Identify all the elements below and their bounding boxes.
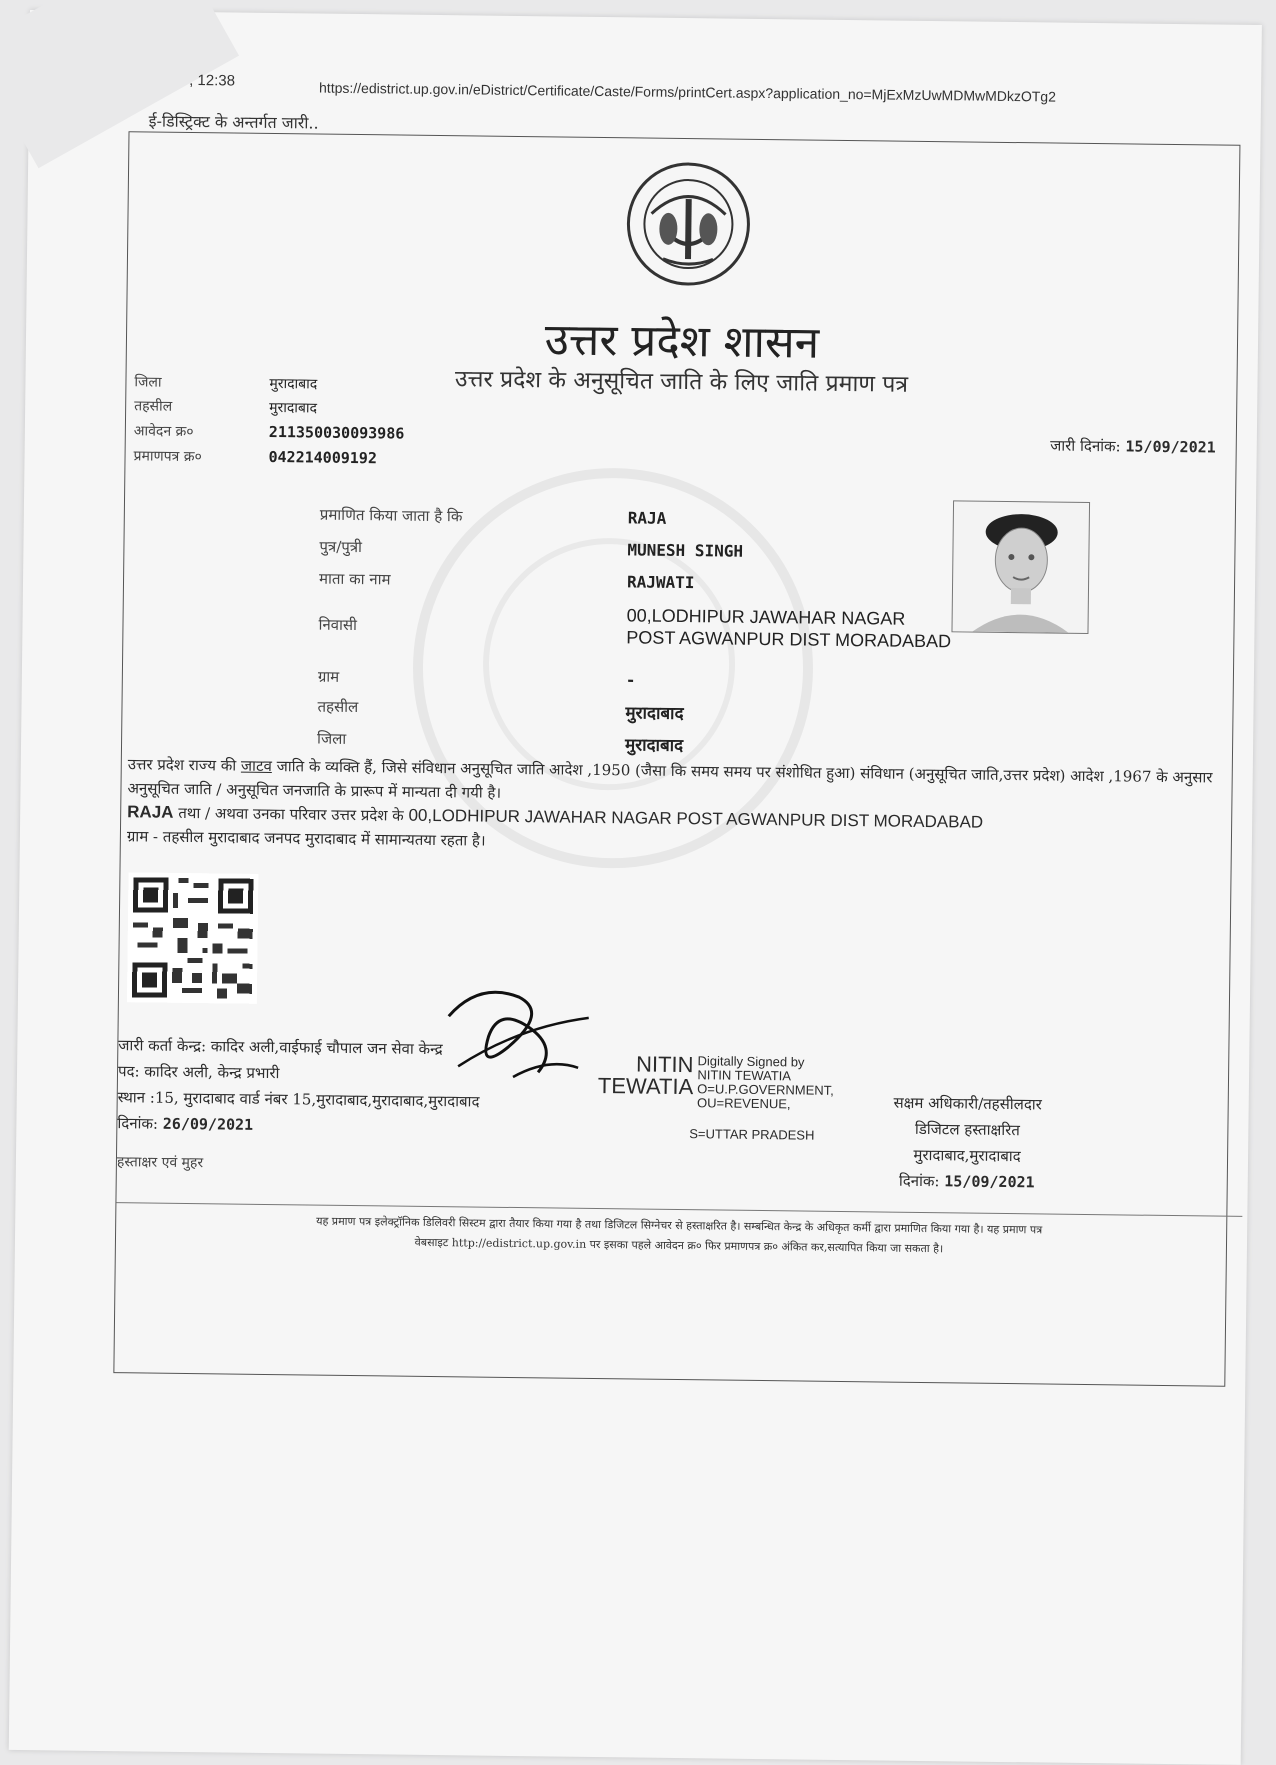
- print-time: , 12:38: [189, 71, 236, 90]
- dsig-line3: O=U.P.GOVERNMENT,: [697, 1081, 834, 1098]
- meta-application-label: आवेदन क्र०: [133, 423, 194, 441]
- certificate-page: [9, 10, 1262, 1765]
- meta-district-label: जिला: [134, 374, 162, 391]
- applicant-photo: [951, 500, 1090, 634]
- certificate-title: उत्तर प्रदेश शासन: [544, 314, 820, 369]
- resident-address: 00,LODHIPUR JAWAHAR NAGAR POST AGWANPUR DIST MORADABAD: [626, 605, 952, 652]
- authority-date-label: दिनांक:: [898, 1171, 940, 1191]
- dsig-line1: Digitally Signed by: [697, 1053, 805, 1070]
- statement-part3: तथा / अथवा उनका परिवार उत्तर प्रदेश के: [173, 803, 409, 825]
- dsig-line2: NITIN TEWATIA: [697, 1067, 792, 1084]
- header-note: ई-डिस्ट्रिक्ट के अन्तर्गत जारी..: [148, 111, 319, 133]
- mother-name: RAJWATI: [626, 572, 695, 593]
- tehsil-label: तहसील: [317, 697, 359, 717]
- meta-certificate-label: प्रमाणपत्र क्र०: [133, 448, 202, 466]
- caste-name: जाटव: [240, 756, 273, 776]
- dsig-state: S=UTTAR PRADESH: [689, 1126, 815, 1143]
- footer-line1: यह प्रमाण पत्र इलेक्ट्रॉनिक डिलिवरी सिस्टम द्वारा तैयार किया गया है तथा डिजिटल सिग्नेचर से हस्ताक्षरित है। सम्बन्धित केन्द्र के अधिकृत कर्मी द्वारा प्रमाणित किया गया है। यह प्रमाण पत्र: [316, 1214, 1043, 1237]
- mother-label: माता का नाम: [318, 569, 391, 589]
- authority-place: मुरादाबाद,मुरादाबाद: [913, 1145, 1021, 1166]
- relation-label: पुत्र/पुत्री: [319, 537, 363, 557]
- meta-tehsil-value: मुरादाबाद: [269, 399, 318, 417]
- certificate-meta: [133, 370, 405, 471]
- village-value: -: [625, 670, 636, 690]
- district-value: मुरादाबाद: [624, 735, 684, 757]
- authority-title: सक्षम अधिकारी/तहसीलदार: [893, 1093, 1043, 1114]
- digital-signature: [597, 1051, 835, 1143]
- statement-part1: उत्तर प्रदेश राज्य की: [127, 755, 242, 775]
- dsig-name-line2: TEWATIA: [597, 1073, 694, 1100]
- qr-code-icon: [127, 872, 259, 1004]
- meta-district-value: मुरादाबाद: [269, 375, 318, 393]
- authority-signed: डिजिटल हस्ताक्षरित: [914, 1119, 1020, 1140]
- statement-name: RAJA: [127, 802, 174, 822]
- issue-date: [1050, 435, 1216, 457]
- certificate-frame: [113, 131, 1240, 1386]
- issuer-centre: जारी कर्ता केन्द्र: कादिर अली,वाईफाई चौपाल जन सेवा केन्द्र: [118, 1036, 443, 1059]
- print-url: https://edistrict.up.gov.in/eDistrict/Certificate/Caste/Forms/printCert.aspx?application_no=MjExMzUwMDMwMDkzOTg2: [318, 79, 1057, 105]
- footer-note: [116, 1202, 1242, 1263]
- issuer-place: स्थान :15, मुरादाबाद वार्ड नंबर 15,मुरादाबाद,मुरादाबाद,मुरादाबाद: [117, 1088, 480, 1111]
- meta-application-value: 211350030093986: [268, 422, 405, 443]
- issue-date-label: जारी दिनांक:: [1050, 436, 1121, 456]
- father-name: MUNESH SINGH: [627, 540, 744, 561]
- statement-part2: जाति के व्यक्ति हैं, जिसे संविधान अनुसूचित जाति आदेश ,1950 (जैसा कि समय समय पर संशोधित हुआ) संविधान (अनुसूचित जाति,उत्तर प्रदेश) आदेश ,1967 के अनुसार अनुसूचित जाति / अनुसूचित जनजाति के प्रारूप में मान्यता दी गयी है।: [127, 757, 1213, 802]
- authority-date-value: 15/09/2021: [944, 1172, 1035, 1192]
- issuer-post: पद: कादिर अली, केन्द्र प्रभारी: [117, 1062, 280, 1083]
- applicant-details: [317, 505, 1000, 769]
- issuer-date-label: दिनांक:: [117, 1114, 159, 1133]
- tehsil-value: मुरादाबाद: [625, 703, 684, 725]
- village-label: ग्राम: [317, 667, 340, 686]
- signature-stamp-label: हस्ताक्षर एवं मुहर: [116, 1154, 204, 1172]
- certificate-statement: [121, 752, 1244, 862]
- statement-address: 00,LODHIPUR JAWAHAR NAGAR POST AGWANPUR DIST MORADABAD: [408, 805, 984, 832]
- footer-line2: वेबसाइट http://edistrict.up.gov.in पर इसका पहले आवेदन क्र० फिर प्रमाणपत्र क्र० अंकित कर,सत्यापित किया जा सकता है।: [414, 1235, 944, 1256]
- competent-authority: [852, 1089, 1083, 1196]
- certified-label: प्रमाणित किया जाता है कि: [319, 505, 463, 526]
- up-state-emblem-icon: [623, 158, 755, 290]
- issue-date-value: 15/09/2021: [1125, 437, 1216, 457]
- statement-part4: ग्राम - तहसील मुरादाबाद जनपद मुरादाबाद में सामान्यतया रहता है।: [126, 827, 486, 850]
- dsig-name-line1: NITIN: [635, 1051, 694, 1078]
- district-label: जिला: [317, 729, 347, 748]
- certificate-subtitle: उत्तर प्रदेश के अनुसूचित जाति के लिए जाति प्रमाण पत्र: [454, 366, 909, 398]
- issuer-date-value: 26/09/2021: [162, 1114, 254, 1134]
- applicant-name: RAJA: [627, 508, 667, 528]
- dsig-line4: OU=REVENUE,: [696, 1095, 791, 1112]
- meta-certificate-value: 042214009192: [268, 447, 378, 468]
- issuing-centre: [117, 1032, 480, 1140]
- meta-tehsil-label: तहसील: [134, 398, 173, 415]
- resident-label: निवासी: [318, 615, 358, 635]
